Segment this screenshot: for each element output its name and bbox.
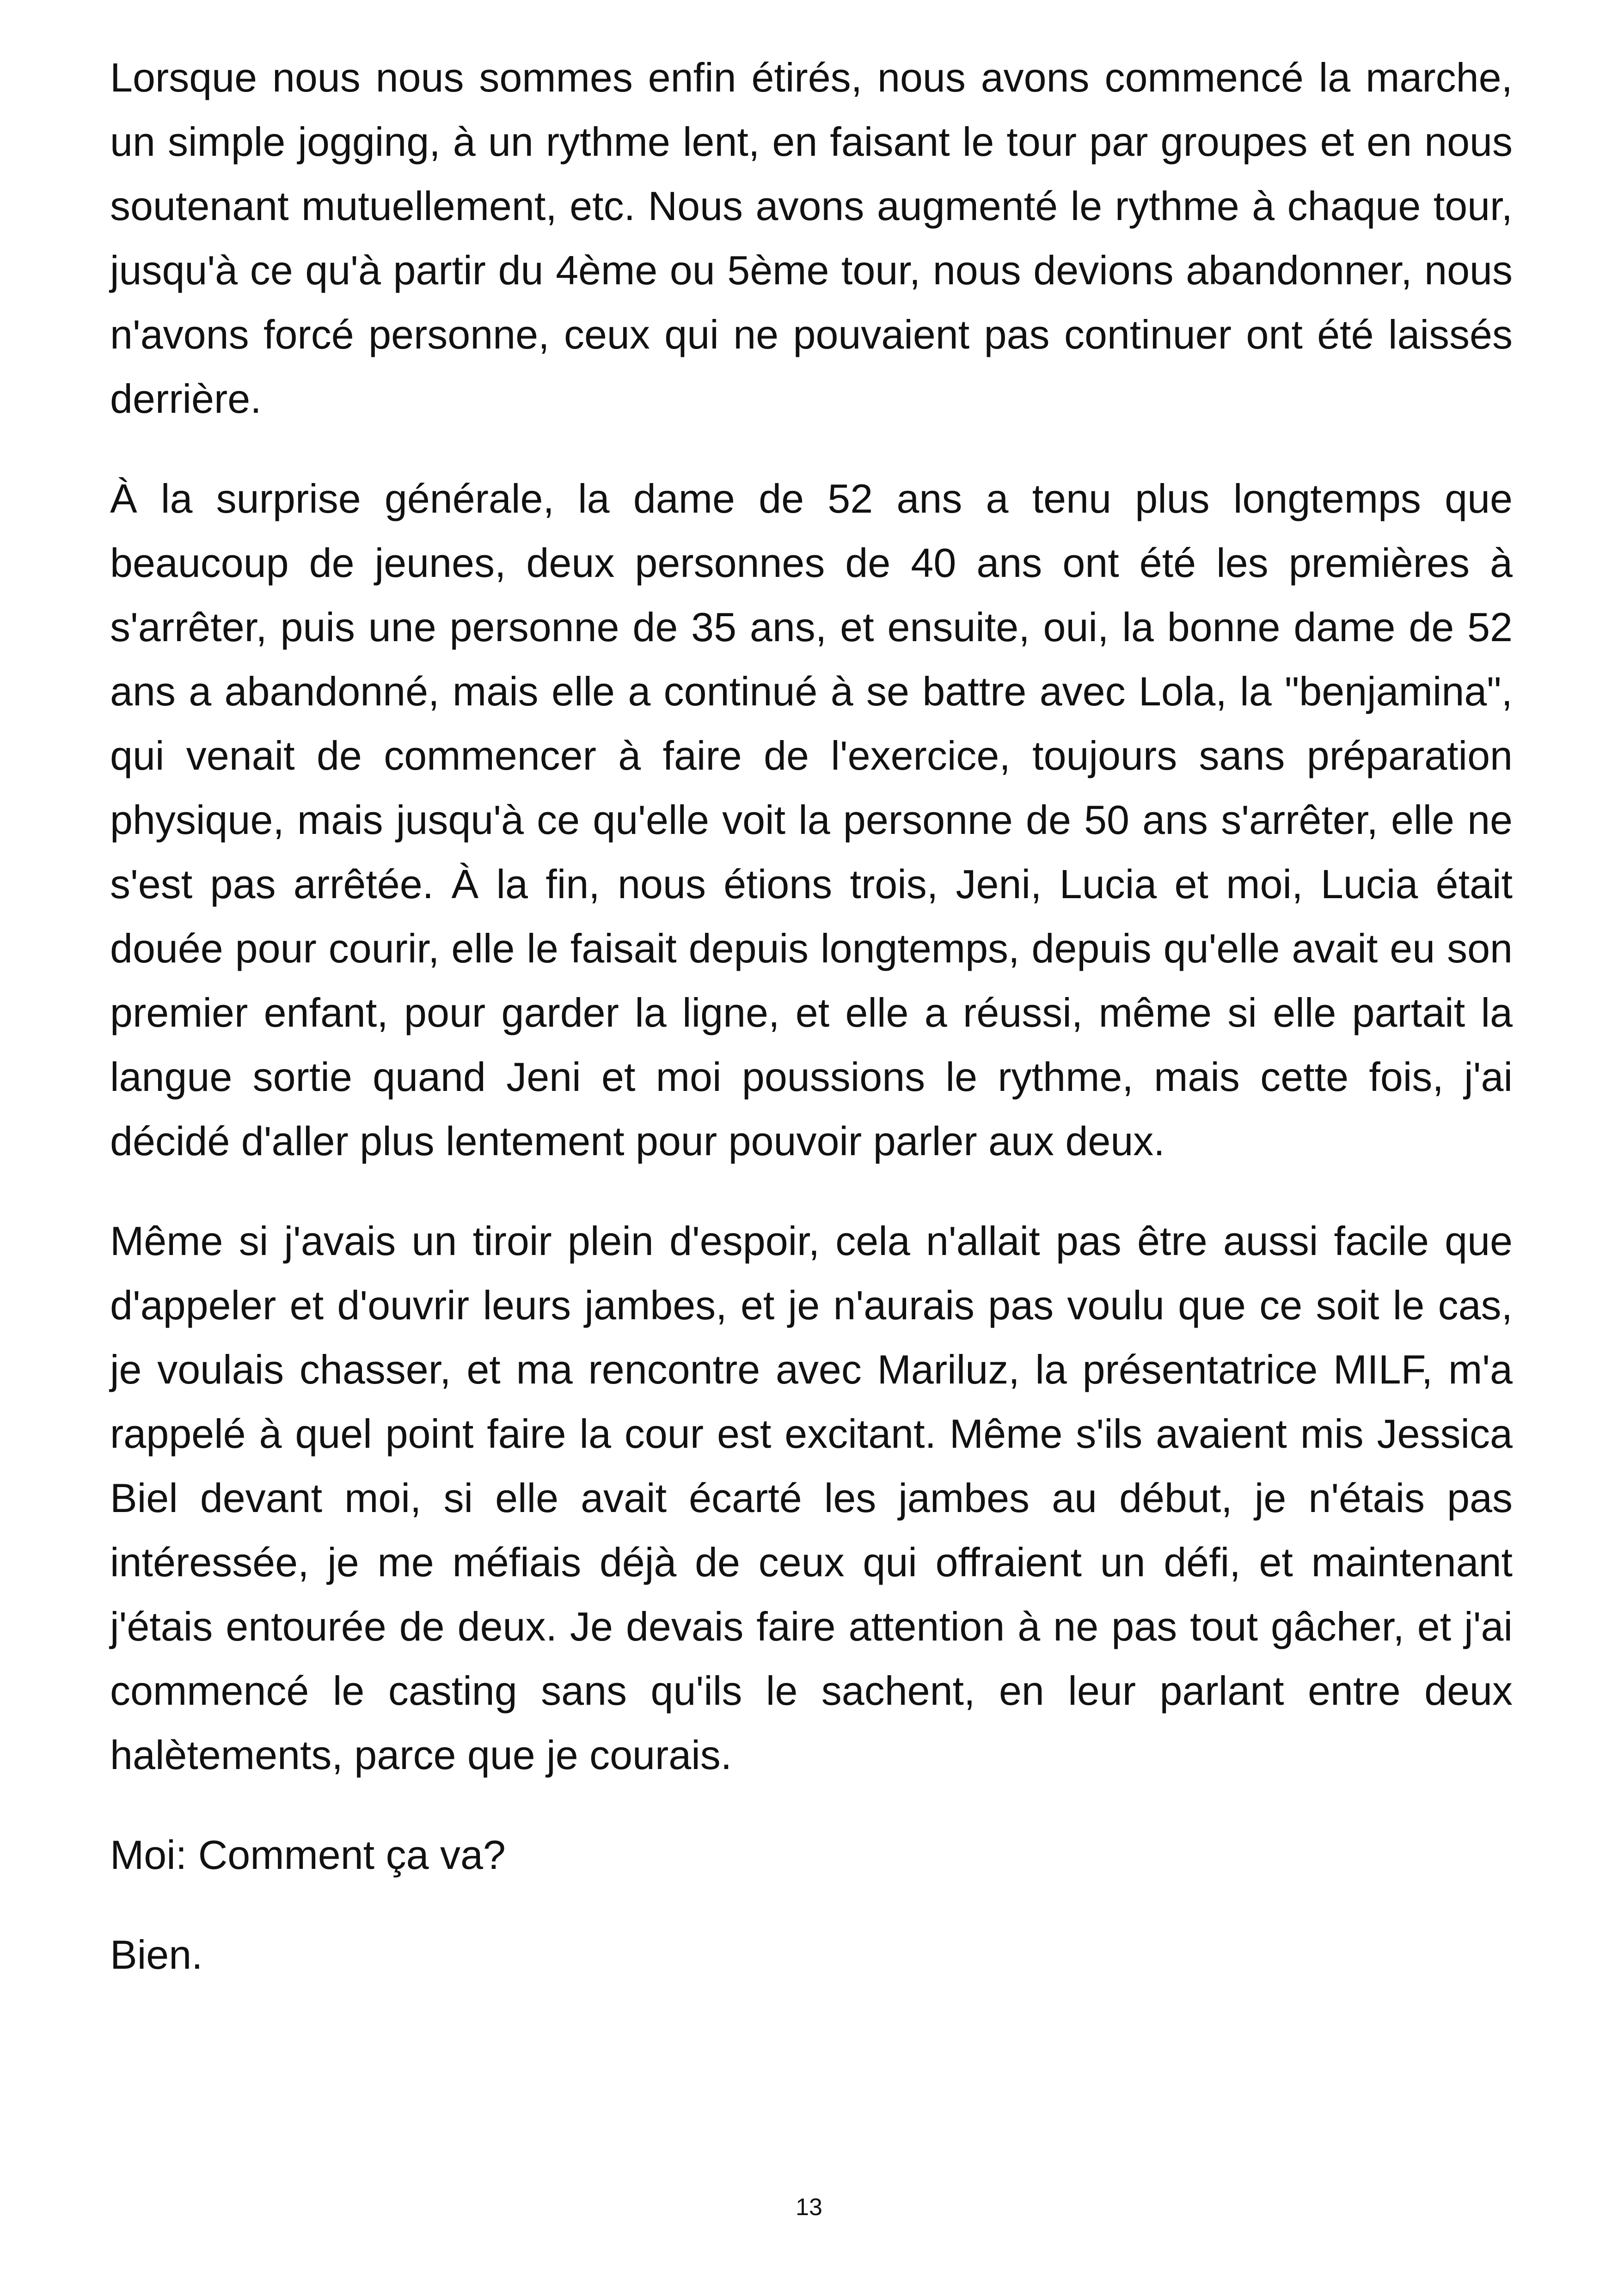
dialogue-line-2: Bien.	[110, 1932, 203, 1978]
paragraph-2: À la surprise générale, la dame de 52 ans a tenu plus longtemps que beaucoup de jeunes, deux personnes de 40 ans ont été les premières à s'arrêter, puis une personne de 35 ans, et ensuite, oui, la bonne dame de 52 ans a abandonné, mais elle a continué à se battre avec Lola, la "benjamina", qui venait de commencer à faire de l'exercice, toujours sans préparation physique, mais jusqu'à ce qu'elle voit la personne de 50 ans s'arrêter, elle ne s'est pas arrêtée. À la fin, nous étions trois, Jeni, Lucia et moi, Lucia était douée pour courir, elle le faisait depuis longtemps, depuis qu'elle avait eu son premier enfant, pour garder la ligne, et elle a réussi, même si elle partait la langue sortie quand Jeni et moi poussions le rythme, mais cette fois, j'ai décidé d'aller plus lentement pour pouvoir parler aux deux.	[110, 476, 1513, 1164]
paragraph-1: Lorsque nous nous sommes enfin étirés, nous avons commencé la marche, un simple jogging, à un rythme lent, en faisant le tour par groupes et en nous soutenant mutuellement, etc. Nous avons augmenté le rythme à chaque tour, jusqu'à ce qu'à partir du 4ème ou 5ème tour, nous devions abandonner, nous n'avons forcé personne, ceux qui ne pouvaient pas continuer ont été laissés derrière.	[110, 55, 1513, 422]
paragraph-3: Même si j'avais un tiroir plein d'espoir, cela n'allait pas être aussi facile que d'appeler et d'ouvrir leurs jambes, et je n'aurais pas voulu que ce soit le cas, je voulais chasser, et ma rencontre avec Mariluz, la présentatrice MILF, m'a rappelé à quel point faire la cour est excitant. Même s'ils avaient mis Jessica Biel devant moi, si elle avait écarté les jambes au début, je n'étais pas intéressée, je me méfiais déjà de ceux qui offraient un défi, et maintenant j'étais entourée de deux. Je devais faire attention à ne pas tout gâcher, et j'ai commencé le casting sans qu'ils le sachent, en leur parlant entre deux halètements, parce que je courais.	[110, 1218, 1513, 1778]
body-text	[110, 45, 1513, 1987]
page-number: 13	[796, 2194, 822, 2221]
dialogue-line-1: Moi: Comment ça va?	[110, 1832, 506, 1878]
